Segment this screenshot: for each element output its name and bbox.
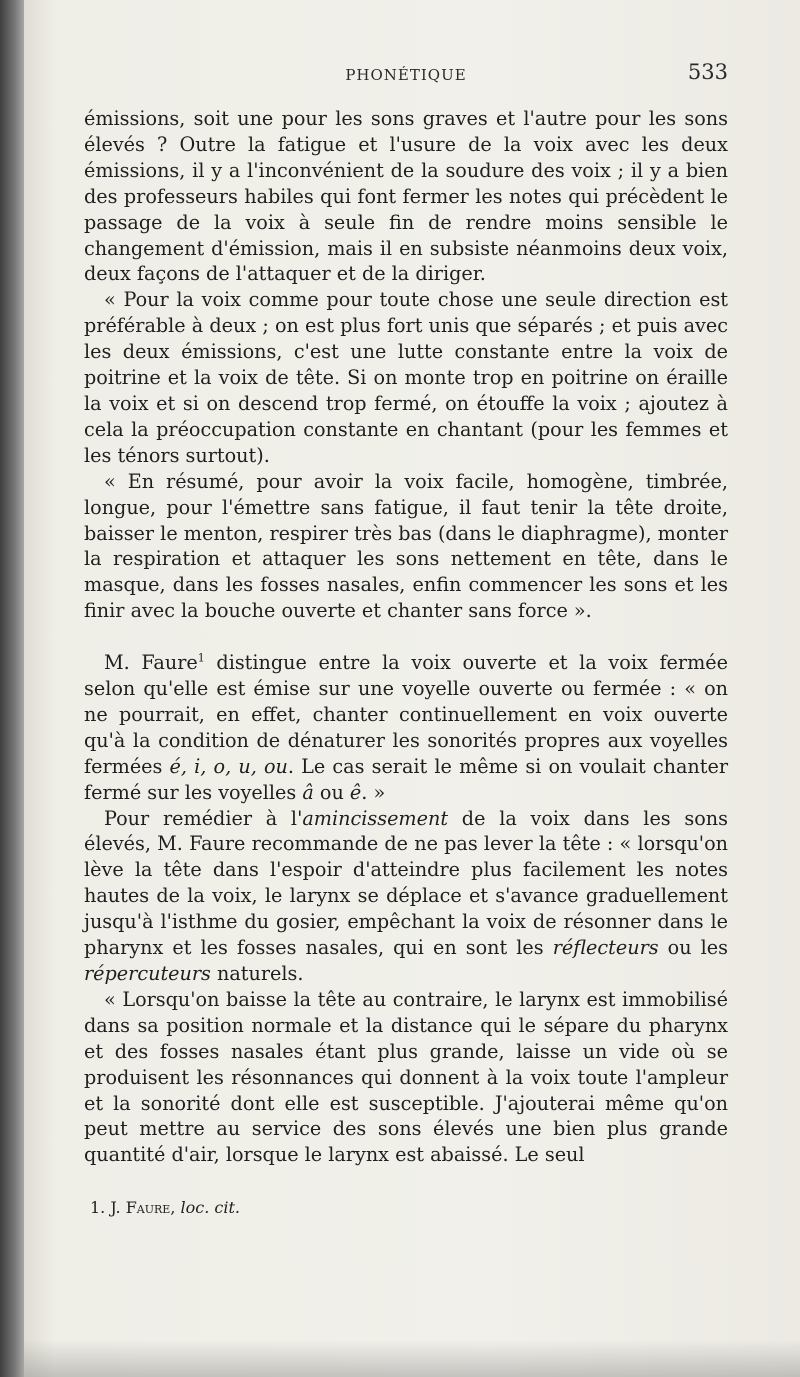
paragraph-4-text-e: . »: [361, 780, 386, 804]
vowel-a: â: [302, 780, 314, 804]
paragraph-2: « Pour la voix comme pour toute chose une seule direction est préférable à deux ; on est plus fort unis que séparés ; et puis avec les deux émissions, c'est une lutte constante entre la voix de poitrine et la voix de tête. Si on monte trop en poitrine on éraille la voix et si on descend trop fermé, on étouffe la voix ; ajoutez à cela la préoccupation constante en chantant (pour les femmes et les ténors surtout).: [84, 288, 728, 467]
paragraph-5-text-c: ou les: [658, 936, 728, 960]
paragraph-4: [84, 650, 728, 805]
paragraph-gap: [84, 624, 728, 650]
footnote-reference: 1: [197, 651, 205, 665]
footnote-number: 1.: [90, 1198, 106, 1217]
vowels-closed: é, i, o, u, ou: [169, 754, 288, 778]
paragraph-5: [84, 806, 728, 987]
term-reflecteurs: réflecteurs: [552, 936, 659, 960]
paragraph-5-text-a: Pour remédier à l': [104, 806, 303, 830]
vowel-e: ê: [349, 780, 362, 804]
paragraph-4-text-d: ou: [313, 780, 350, 804]
paragraph-4-text-c: . Le cas serait le même si on voulait chanter fermé sur les voyelles: [84, 754, 728, 804]
paragraph-5-text-b: de la voix dans les sons élevés, M. Faure recommande de ne pas lever la tête : « lorsqu'on lève la tête dans l'espoir d'atteindre plus facilement les notes hautes de la voix, le larynx se déplace et s'avance graduellement jusqu'à l'isthme du gosier, empêchant la voix de résonner dans le pharynx et les fosses nasales, qui en sont les: [84, 806, 728, 960]
footnote-author: J. Faure,: [110, 1198, 176, 1217]
paragraph-3: « En résumé, pour avoir la voix facile, homogène, timbrée, longue, pour l'émettre sans fatigue, il faut tenir la tête droite, baisser le menton, respirer très bas (dans le diaphragme), monter la respiration et attaquer les sons nettement en tête, dans le masque, dans les fosses nasales, enfin commencer les sons et les finir avec la bouche ouverte et chanter sans force ».: [84, 469, 729, 623]
paragraph-4-text-a: M. Faure: [104, 651, 198, 675]
paragraph-1: émissions, soit une pour les sons graves et l'autre pour les sons élevés ? Outre la fatigue et l'usure de la voix avec les deux émissions, il y a l'inconvénient de la soudure des voix ; il y a bien des professeurs habiles qui font fermer les notes qui précèdent le passage de la voix à seule fin de rendre moins sensible le changement d'émission, mais il en subsiste néanmoins deux voix, deux façons de l'attaquer et de la diriger.: [84, 107, 728, 286]
footnote-reference-text: loc. cit.: [180, 1198, 240, 1217]
footnote: [90, 1198, 730, 1217]
term-repercuteurs: répercuteurs: [84, 962, 211, 985]
running-header: [84, 60, 728, 90]
paragraph-6: « Lorsqu'on baisse la tête au contraire, le larynx est immobilisé dans sa position normale et la distance qui le sépare du pharynx et des fosses nasales étant plus grande, laisse un vide où se produisent les résonnances qui donnent à la voix toute l'ampleur et la sonorité dont elle est susceptible. J'ajouterai même qu'on peut mettre au service des sons élevés une bien plus grande quantité d'air, lorsque le larynx est abaissé. Le seul: [84, 987, 728, 1167]
body-text: [84, 106, 728, 1168]
page-bottom-edge: [24, 1340, 800, 1377]
running-title: PHONÉTIQUE: [345, 66, 467, 84]
page-number: 533: [687, 60, 728, 84]
paragraph-4-text-b: distingue entre la voix ouverte et la voix fermée selon qu'elle est émise sur une voyelle ouverte ou fermée : « on ne pourrait, en effet, chanter continuellement en voix ouverte qu'à la condition de dénaturer les sonorités propres aux voyelles fermées: [84, 651, 728, 778]
paragraph-5-text-d: naturels.: [210, 962, 304, 985]
term-amincissement: amincissement: [302, 806, 449, 830]
